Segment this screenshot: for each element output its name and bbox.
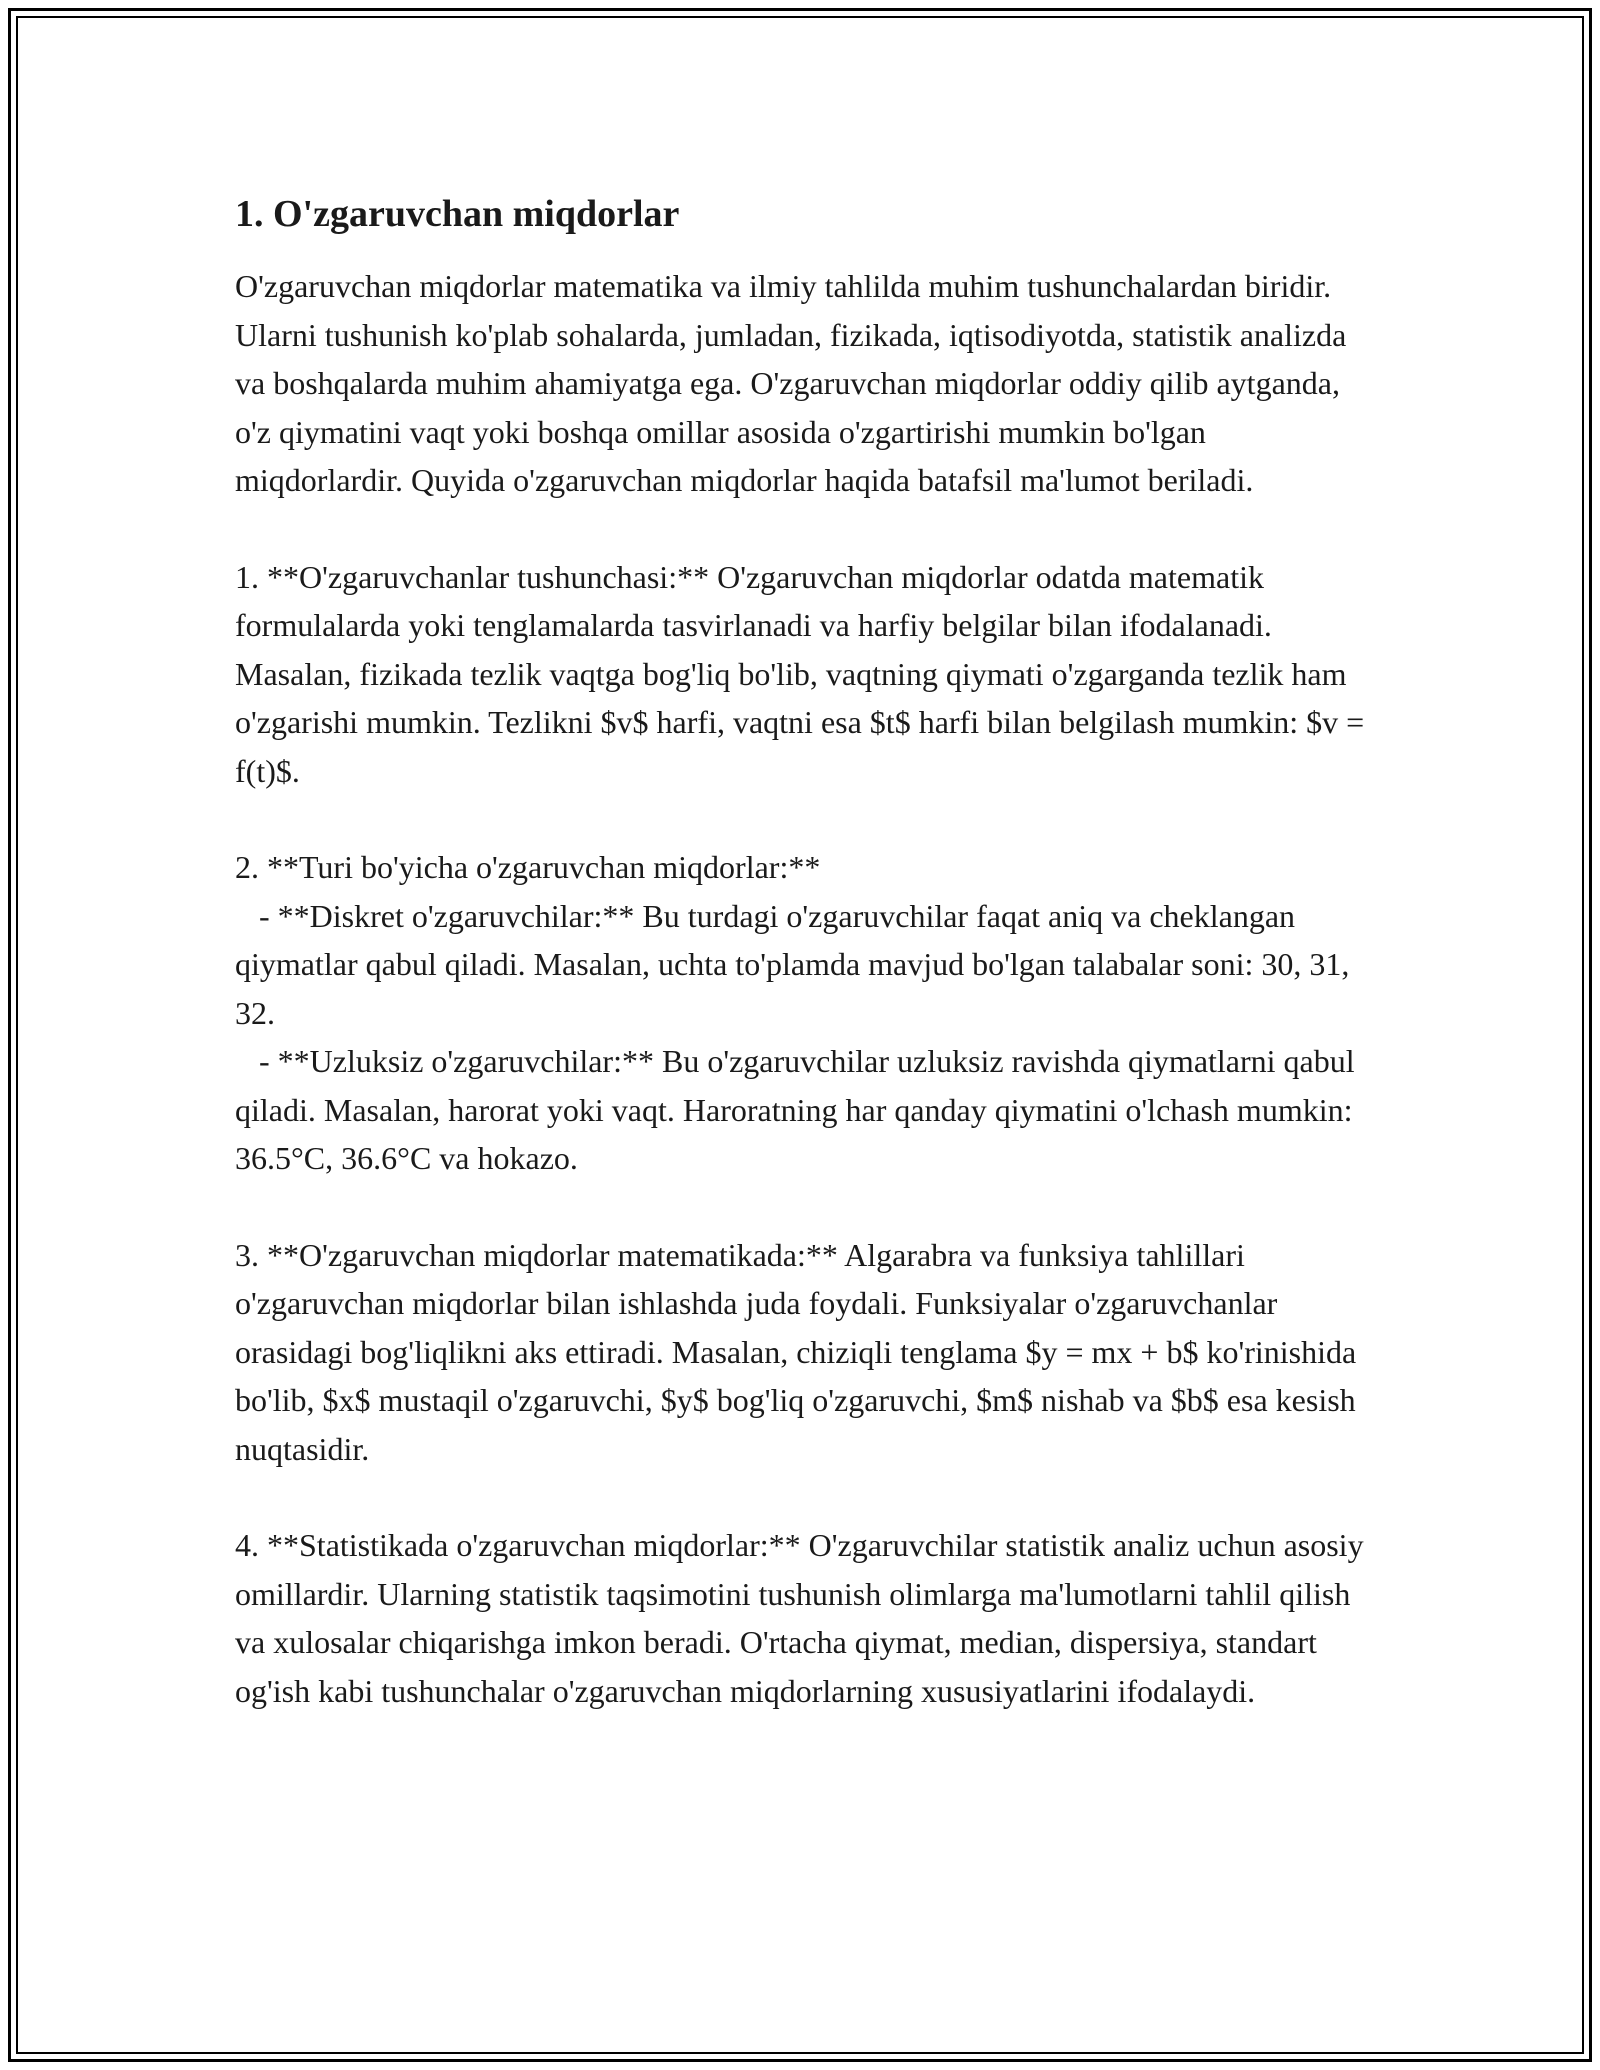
list-item-statistics: 4. **Statistikada o'zgaruvchan miqdorlar:** O'zgaruvchilar statistik analiz uchun asosiy omillardir. Ularning statistik taqsimotini tushunish olimlarga ma'lumotlarni tahlil qilish va xulosalar chiqarishga imkon beradi. O'rtacha qiymat, median, dispersiya, standart og'ish kabi tushunchalar o'zgaruvchan miqdorlarning xususiyatlarini ifodalaydi. bbox=[235, 1527, 1372, 1709]
list-item-types: 2. **Turi bo'yicha o'zgaruvchan miqdorlar:** - **Diskret o'zgaruvchilar:** Bu turdagi o'zgaruvchilar faqat aniq va cheklangan qiymatlar qabul qiladi. Masalan, uchta to'plamda mavjud bo'lgan talabalar soni: 30, 31, 32. - **Uzluksiz o'zgaruvchilar:** Bu o'zgaruvchilar uzluksiz ravishda qiymatlarni qabul qiladi. Masalan, harorat yoki vaqt. Haroratning har qanday qiymatini o'lchash mumkin: 36.5°C, 36.6°C va hokazo. bbox=[235, 849, 1355, 1176]
list-item-concept: 1. **O'zgaruvchanlar tushunchasi:** O'zgaruvchan miqdorlar odatda matematik formulalarda yoki tenglamalarda tasvirlanadi va harfiy belgilar bilan ifodalanadi. Masalan, fizikada tezlik vaqtga bog'liq bo'lib, vaqtning qiymati o'zgarganda tezlik ham o'zgarishi mumkin. Tezlikni $v$ harfi, vaqtni esa $t$ harfi bilan belgilash mumkin: $v = f(t)$. bbox=[235, 558, 1373, 789]
section-heading: 1. O'zgaruvchan miqdorlar bbox=[235, 193, 680, 235]
intro-paragraph: O'zgaruvchan miqdorlar matematika va ilmiy tahlilda muhim tushunchalardan biridir. Ularni tushunish ko'plab sohalarda, jumladan, fizikada, iqtisodiyotda, statistik analizda va boshqalarda muhim ahamiyatga ega. O'zgaruvchan miqdorlar oddiy qilib aytganda, o'z qiymatini vaqt yoki boshqa omillar asosida o'zgartirishi mumkin bo'lgan miqdorlardir. Quyida o'zgaruvchan miqdorlar haqida batafsil ma'lumot beriladi. bbox=[235, 268, 1355, 498]
list-item-math: 3. **O'zgaruvchan miqdorlar matematikada:** Algarabra va funksiya tahlillari o'zgaruvchan miqdorlar bilan ishlashda juda foydali. Funksiyalar o'zgaruvchanlar orasidagi bog'liqlikni aks ettiradi. Masalan, chiziqli tenglama $y = mx + b$ ko'rinishida bo'lib, $x$ mustaqil o'zgaruvchi, $y$ bog'liq o'zgaruvchi, $m$ nishab va $b$ esa kesish nuqtasidir. bbox=[235, 1236, 1365, 1467]
document-body bbox=[235, 186, 1373, 1763]
